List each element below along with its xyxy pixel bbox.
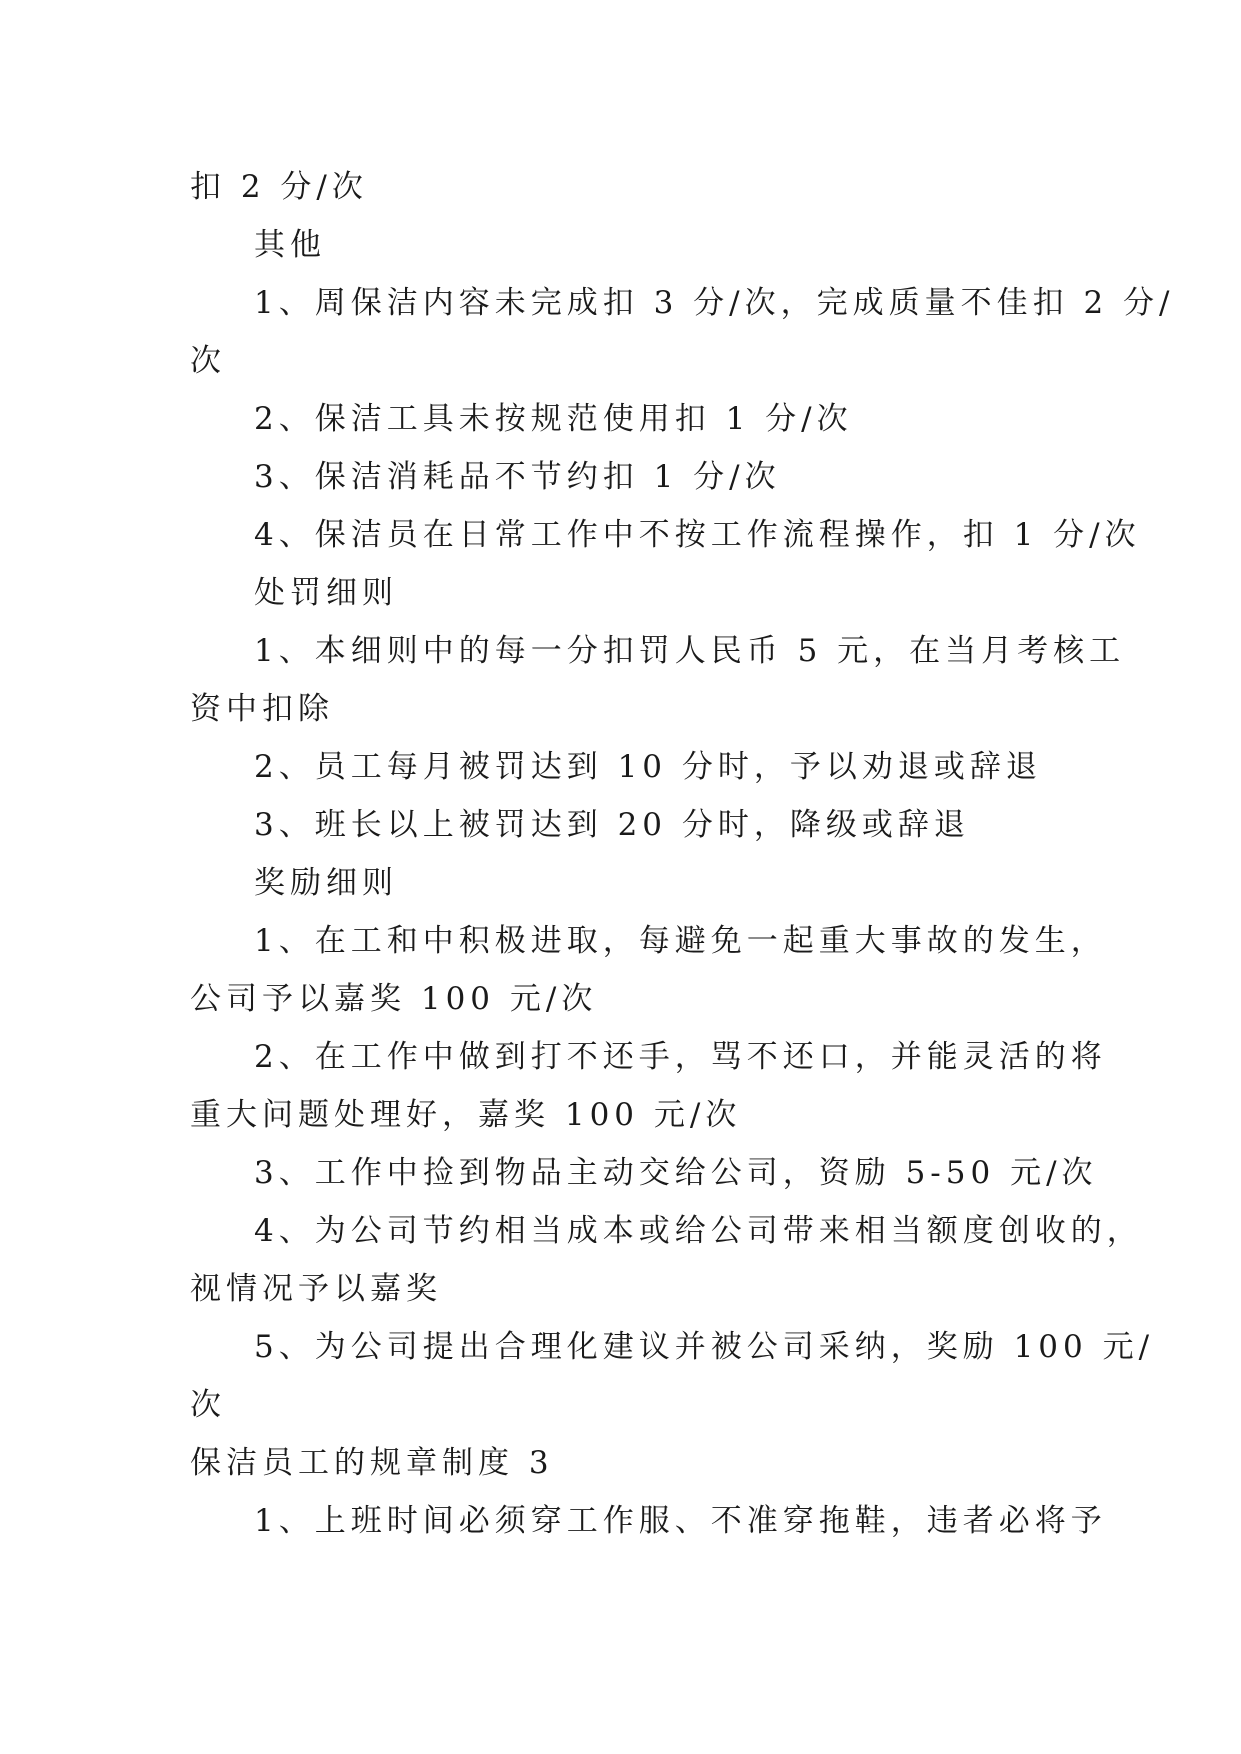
text-line: 2、在工作中做到打不还手，骂不还口，并能灵活的将 (254, 1039, 1107, 1075)
text-line: 4、保洁员在日常工作中不按工作流程操作，扣 1 分/次 (254, 517, 1141, 553)
text-line: 次 (190, 1387, 226, 1423)
document-body (190, 158, 1175, 1550)
document-title: 保洁员工的规章制度 3 (190, 1445, 554, 1481)
section-heading-other: 其他 (254, 227, 326, 263)
text-line: 视情况予以嘉奖 (190, 1271, 442, 1307)
text-line: 2、员工每月被罚达到 10 分时，予以劝退或辞退 (254, 749, 1042, 785)
text-line: 重大问题处理好，嘉奖 100 元/次 (190, 1097, 742, 1133)
text-line: 次 (190, 343, 226, 379)
text-line: 4、为公司节约相当成本或给公司带来相当额度创收的， (254, 1213, 1143, 1249)
section-heading-penalty: 处罚细则 (254, 575, 398, 611)
text-line: 1、在工和中积极进取，每避免一起重大事故的发生， (254, 923, 1107, 959)
text-line: 1、上班时间必须穿工作服、不准穿拖鞋，违者必将予 (254, 1503, 1107, 1539)
text-line: 公司予以嘉奖 100 元/次 (190, 981, 598, 1017)
text-line: 3、保洁消耗品不节约扣 1 分/次 (254, 459, 781, 495)
text-line: 3、班长以上被罚达到 20 分时，降级或辞退 (254, 807, 970, 843)
text-line: 3、工作中捡到物品主动交给公司，资励 5-50 元/次 (254, 1155, 1098, 1191)
text-line: 扣 2 分/次 (190, 169, 368, 205)
text-line: 2、保洁工具未按规范使用扣 1 分/次 (254, 401, 853, 437)
text-line: 资中扣除 (190, 691, 334, 727)
text-line: 1、本细则中的每一分扣罚人民币 5 元，在当月考核工 (254, 633, 1126, 669)
text-line: 5、为公司提出合理化建议并被公司采纳，奖励 100 元/ (254, 1329, 1155, 1365)
text-line: 1、周保洁内容未完成扣 3 分/次，完成质量不佳扣 2 分/ (254, 285, 1175, 321)
section-heading-reward: 奖励细则 (254, 865, 398, 901)
